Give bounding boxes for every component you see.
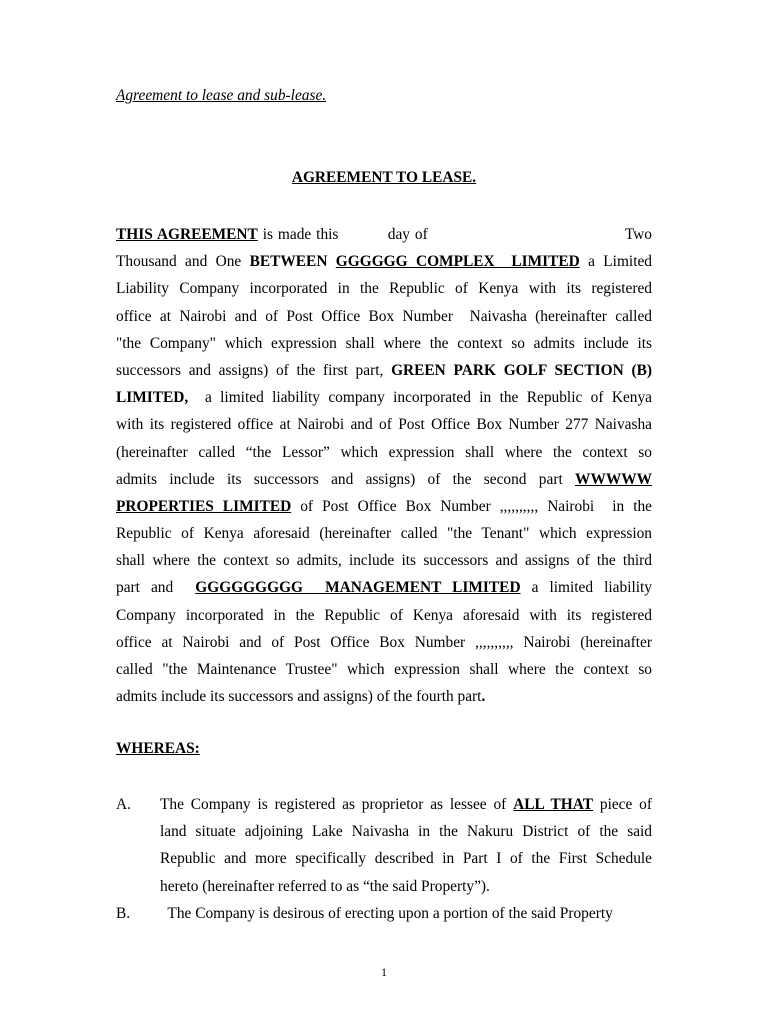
bold-text: . xyxy=(481,688,486,706)
text-line xyxy=(116,248,652,275)
text-run: (hereinafter called “the Lessor” which expression shall where the context so xyxy=(116,443,652,461)
text-line xyxy=(116,330,652,357)
text-run: hereto (hereinafter referred to as “the said Property”). xyxy=(160,877,490,895)
text-run: shall where the context so admits, include its successors and assigns of the third xyxy=(116,552,652,570)
text-line xyxy=(160,845,652,872)
bold-text: PROPERTIES LIMITED xyxy=(116,497,292,515)
text-line xyxy=(116,656,652,683)
running-title: Agreement to lease and sub-lease. xyxy=(116,87,327,104)
text-run: admits include its successors and assigns) of the second part xyxy=(116,470,576,488)
text-run: The Company is registered as proprietor as lessee of xyxy=(160,796,514,813)
text-run: a Limited xyxy=(579,253,652,271)
text-line xyxy=(116,602,652,629)
text-run: called "the Maintenance Trustee" which expression shall where the context so xyxy=(116,661,652,678)
bold-text: WWWWW xyxy=(575,470,652,488)
text-run: successors and assigns) of the first part, xyxy=(116,361,392,379)
text-run: Republic of Kenya aforesaid (hereinafter called "the Tenant" which expression xyxy=(116,525,652,543)
bold-text: GGGGGGGGG MANAGEMENT LIMITED xyxy=(195,579,521,597)
text-line xyxy=(116,547,652,574)
recital-text xyxy=(160,791,652,900)
recital-text xyxy=(160,900,652,927)
document-title: AGREEMENT TO LEASE. xyxy=(291,169,477,186)
text-line xyxy=(116,466,652,493)
text-run: with its registered office at Nairobi and of Post Office Box Number 277 Naivasha xyxy=(116,416,652,434)
bold-text: BETWEEN xyxy=(249,253,336,271)
text-run: The Company is desirous of erecting upon a portion of the said Property xyxy=(160,905,613,922)
recital-letter: A. xyxy=(116,796,131,813)
recital-letter: B. xyxy=(116,905,131,922)
parties-paragraph xyxy=(116,221,652,710)
page-number: 1 xyxy=(381,965,387,979)
text-line xyxy=(160,791,652,818)
text-line xyxy=(116,411,652,438)
text-line xyxy=(116,683,652,710)
text-run: a limited liability company incorporated in the Republic of Kenya xyxy=(188,389,652,407)
text-line xyxy=(116,357,652,384)
bold-text: GREEN PARK GOLF SECTION (B) xyxy=(391,361,652,379)
bold-text: ALL THAT xyxy=(513,796,594,813)
text-line xyxy=(116,303,652,330)
bold-text: LIMITED, xyxy=(116,389,189,407)
text-line xyxy=(160,900,652,927)
bold-text: GGGGGG COMPLEX LIMITED xyxy=(335,253,580,271)
whereas-heading: WHEREAS: xyxy=(116,740,200,757)
text-run: office at Nairobi and of Post Office Box Number Naivasha (hereinafter called xyxy=(116,307,652,325)
text-line xyxy=(116,574,652,601)
text-run: piece of xyxy=(593,796,653,813)
text-line xyxy=(116,275,652,302)
text-line xyxy=(116,629,652,656)
text-run: Company incorporated in the Republic of Kenya aforesaid with its registered xyxy=(116,606,652,624)
text-run: Liability Company incorporated in the Republic of Kenya with its registered xyxy=(116,280,652,298)
text-run: Republic and more specifically described in Part I of the First Schedule xyxy=(160,850,652,868)
text-run: office at Nairobi and of Post Office Box Number ,,,,,,,,,, Nairobi (hereinafter xyxy=(116,633,652,651)
text-line xyxy=(116,493,652,520)
text-run: a limited liability xyxy=(520,579,652,597)
text-run: "the Company" which expression shall where the context so admits include its xyxy=(116,334,652,352)
text-line xyxy=(116,221,652,248)
text-run: admits include its successors and assigns) of the fourth part xyxy=(116,688,482,706)
text-run: of Post Office Box Number ,,,,,,,,,, Nairobi in the xyxy=(291,497,652,515)
text-line xyxy=(116,439,652,466)
text-line xyxy=(116,384,652,411)
text-run: is made this day of Two xyxy=(257,226,652,243)
text-run: land situate adjoining Lake Naivasha in the Nakuru District of the said xyxy=(160,823,652,841)
text-line xyxy=(160,873,652,900)
text-line xyxy=(116,520,652,547)
text-run: Thousand and One xyxy=(116,253,250,271)
text-line xyxy=(160,818,652,845)
bold-text: THIS AGREEMENT xyxy=(116,226,258,243)
text-run: part and xyxy=(116,579,196,597)
